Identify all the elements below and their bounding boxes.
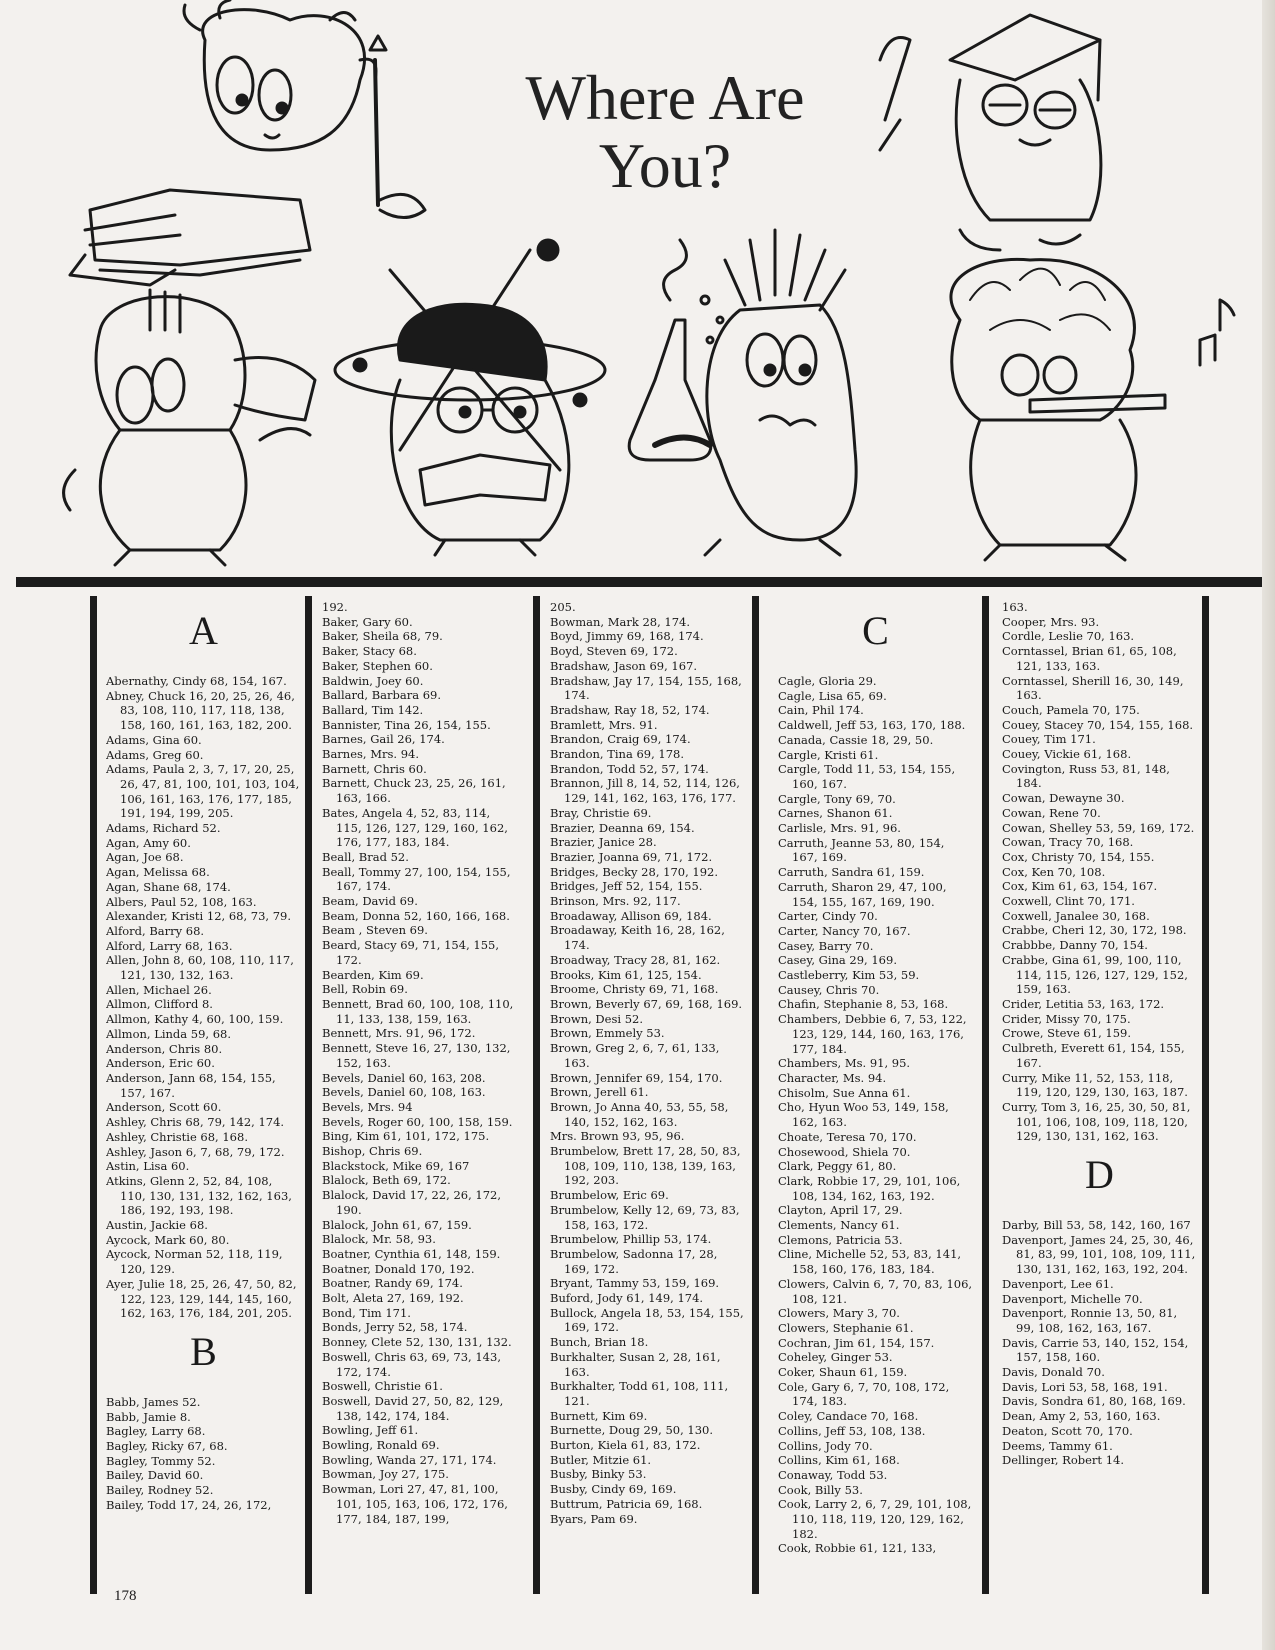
index-entry: 192.	[322, 600, 348, 614]
index-entry: Brumbelow, Eric 69.	[550, 1188, 669, 1203]
index-entry: Ayer, Julie 18, 25, 26, 47, 50, 82, 122, 123, 129, 144, 145, 160, 162, 163, 176, 184, 201, 205.	[106, 1276, 297, 1321]
index-entry: Cagle, Lisa 65, 69.	[778, 688, 887, 703]
index-entry: Bowling, Ronald 69.	[322, 1438, 440, 1453]
index-entry: Adams, Paula 2, 3, 7, 17, 20, 25, 26, 47, 81, 100, 101, 103, 104, 106, 161, 163, 176, 177, 185, 191, 194, 199, 205.	[106, 762, 300, 821]
index-entry: Cowan, Tracy 70, 168.	[1002, 835, 1134, 850]
index-entry: Agan, Joe 68.	[106, 850, 184, 865]
index-entry: Brumbelow, Phillip 53, 174.	[550, 1232, 712, 1247]
index-entry: Alford, Larry 68, 163.	[106, 938, 233, 953]
title-line-1: Where Are	[525, 62, 805, 133]
index-entry: Burkhalter, Susan 2, 28, 161, 163.	[550, 1349, 721, 1379]
index-entry: Baker, Gary 60.	[322, 614, 413, 629]
index-entry: Bradshaw, Jason 69, 167.	[550, 658, 698, 673]
index-entry: Adams, Gina 60.	[106, 732, 202, 747]
index-entry: Boyd, Steven 69, 172.	[550, 644, 678, 659]
index-entry: Bunch, Brian 18.	[550, 1335, 649, 1350]
index-entry: Crider, Letitia 53, 163, 172.	[1002, 996, 1165, 1011]
index-entry: Cox, Christy 70, 154, 155.	[1002, 849, 1155, 864]
index-entry: Baker, Stacy 68.	[322, 644, 417, 659]
index-entry: Barnett, Chris 60.	[322, 761, 427, 776]
index-entry: Aycock, Norman 52, 118, 119, 120, 129.	[106, 1247, 283, 1277]
horizontal-divider	[16, 577, 1275, 587]
index-entry: Butler, Mitzie 61.	[550, 1452, 652, 1467]
index-entry: Brumbelow, Brett 17, 28, 50, 83, 108, 109, 110, 138, 139, 163, 192, 203.	[550, 1144, 741, 1188]
index-entry: Bagley, Tommy 52.	[106, 1453, 216, 1468]
index-entry: Cline, Michelle 52, 53, 83, 141, 158, 160, 176, 183, 184.	[778, 1247, 962, 1277]
index-entry: Brown, Jo Anna 40, 53, 55, 58, 140, 152, 162, 163.	[550, 1099, 729, 1129]
index-entry: Abney, Chuck 16, 20, 25, 26, 46, 83, 108, 110, 117, 118, 138, 158, 160, 161, 163, 182, 200.	[106, 688, 295, 733]
index-column	[322, 600, 517, 1585]
index-entry: Corntassel, Brian 61, 65, 108, 121, 133, 163.	[1002, 644, 1177, 673]
index-entry: Davis, Carrie 53, 140, 152, 154, 157, 158, 160.	[1002, 1335, 1189, 1365]
index-entry: Cooper, Mrs. 93.	[1002, 614, 1100, 629]
index-entry: Dean, Amy 2, 53, 160, 163.	[1002, 1409, 1161, 1424]
index-entry: Boatner, Donald 170, 192.	[322, 1261, 475, 1276]
index-entry: Alford, Barry 68.	[106, 923, 205, 938]
index-entry: Blalock, John 61, 67, 159.	[322, 1217, 472, 1232]
index-entry: Crabbe, Gina 61, 99, 100, 110, 114, 115, 126, 127, 129, 152, 159, 163.	[1002, 952, 1188, 997]
index-entry: Clark, Robbie 17, 29, 101, 106, 108, 134, 162, 163, 192.	[778, 1173, 961, 1203]
index-entry: Abernathy, Cindy 68, 154, 167.	[106, 674, 287, 688]
index-entry: Cho, Hyun Woo 53, 149, 158, 162, 163.	[778, 1100, 949, 1130]
index-entry: Carruth, Jeanne 53, 80, 154, 167, 169.	[778, 835, 945, 865]
index-entry: Covington, Russ 53, 81, 148, 184.	[1002, 761, 1170, 791]
index-entry: Atkins, Glenn 2, 52, 84, 108, 110, 130, 131, 132, 162, 163, 186, 192, 193, 198.	[106, 1173, 292, 1218]
index-entry: Broadaway, Allison 69, 184.	[550, 908, 712, 923]
index-entry: Clark, Peggy 61, 80.	[778, 1159, 897, 1174]
index-entry: Davenport, Michelle 70.	[1002, 1291, 1143, 1306]
index-entry: Brannon, Jill 8, 14, 52, 114, 126, 129, 141, 162, 163, 176, 177.	[550, 776, 740, 806]
index-entry: Beard, Stacy 69, 71, 154, 155, 172.	[322, 938, 499, 967]
index-entry: Clements, Nancy 61.	[778, 1218, 900, 1233]
index-entry: Allmon, Linda 59, 68.	[106, 1026, 232, 1041]
index-entry: Ashley, Jason 6, 7, 68, 79, 172.	[106, 1144, 285, 1159]
index-entry: Agan, Amy 60.	[106, 835, 191, 850]
index-entry: Collins, Jody 70.	[778, 1438, 873, 1453]
index-entry: Carter, Nancy 70, 167.	[778, 923, 911, 938]
index-entry: Curry, Tom 3, 16, 25, 30, 50, 81, 101, 106, 108, 109, 118, 120, 129, 130, 131, 162, 163.	[1002, 1099, 1191, 1144]
index-entry: Deaton, Scott 70, 170.	[1002, 1423, 1133, 1438]
index-entry: Ashley, Christie 68, 168.	[106, 1129, 248, 1144]
index-entry: Broadaway, Keith 16, 28, 162, 174.	[550, 923, 725, 953]
section-letter: D	[1085, 1152, 1114, 1198]
index-entry: Brown, Desi 52.	[550, 1011, 643, 1026]
index-entry: Buford, Jody 61, 149, 174.	[550, 1291, 704, 1306]
index-entry: Cox, Kim 61, 63, 154, 167.	[1002, 879, 1158, 894]
index-entry: Choate, Teresa 70, 170.	[778, 1129, 917, 1144]
index-entry: Anderson, Chris 80.	[106, 1041, 223, 1056]
index-entry: Davis, Sondra 61, 80, 168, 169.	[1002, 1394, 1186, 1409]
index-entry: Austin, Jackie 68.	[106, 1218, 208, 1233]
index-entry: Bridges, Jeff 52, 154, 155.	[550, 879, 703, 894]
index-entry: Cook, Billy 53.	[778, 1482, 863, 1497]
index-entry: Barnes, Mrs. 94.	[322, 747, 420, 762]
index-column	[106, 600, 301, 1585]
index-entry: Bowman, Mark 28, 174.	[550, 614, 690, 629]
index-entry: Allen, John 8, 60, 108, 110, 117, 121, 130, 132, 163.	[106, 953, 294, 983]
index-entry: Cole, Gary 6, 7, 70, 108, 172, 174, 183.	[778, 1379, 950, 1409]
column-divider	[752, 596, 759, 1594]
index-entry: Brandon, Tina 69, 178.	[550, 747, 685, 762]
index-entry: Beam , Steven 69.	[322, 923, 428, 938]
index-entry: Coley, Candace 70, 168.	[778, 1409, 919, 1424]
index-entry: Cargle, Todd 11, 53, 154, 155, 160, 167.	[778, 762, 956, 791]
index-entry: Bevels, Daniel 60, 163, 208.	[322, 1070, 486, 1085]
index-entry: Coxwell, Janalee 30, 168.	[1002, 908, 1150, 923]
index-entry: Busby, Cindy 69, 169.	[550, 1482, 677, 1497]
index-entry: Chambers, Ms. 91, 95.	[778, 1056, 911, 1071]
index-entry: Bennett, Steve 16, 27, 130, 132, 152, 163.	[322, 1041, 511, 1070]
index-entry: Casey, Gina 29, 169.	[778, 953, 897, 968]
index-entry: Cagle, Gloria 29.	[778, 674, 877, 688]
index-entry: Canada, Cassie 18, 29, 50.	[778, 732, 934, 747]
section-letter: A	[189, 608, 218, 653]
index-entry: Brandon, Todd 52, 57, 174.	[550, 761, 709, 776]
index-entry: Agan, Shane 68, 174.	[106, 879, 231, 894]
index-entry: Boswell, David 27, 50, 82, 129, 138, 142, 174, 184.	[322, 1393, 504, 1423]
index-entry: Brazier, Deanna 69, 154.	[550, 820, 695, 835]
index-entry: 205.	[550, 600, 576, 614]
index-entry: Brown, Emmely 53.	[550, 1026, 665, 1041]
index-entry: Ballard, Tim 142.	[322, 702, 424, 717]
index-entry: Bryant, Tammy 53, 159, 169.	[550, 1276, 720, 1291]
index-entry: Cowan, Shelley 53, 59, 169, 172.	[1002, 820, 1195, 835]
index-entry: Cook, Robbie 61, 121, 133,	[778, 1541, 937, 1556]
index-entry: Bowman, Lori 27, 47, 81, 100, 101, 105, 163, 106, 172, 176, 177, 184, 187, 199,	[322, 1482, 508, 1526]
index-entry: Blalock, Mr. 58, 93.	[322, 1232, 436, 1247]
index-entry: Boatner, Cynthia 61, 148, 159.	[322, 1246, 501, 1261]
index-entry: Bowman, Joy 27, 175.	[322, 1467, 449, 1482]
index-entry: Busby, Binky 53.	[550, 1467, 647, 1482]
index-entry: Brazier, Joanna 69, 71, 172.	[550, 849, 713, 864]
index-entry: Cook, Larry 2, 6, 7, 29, 101, 108, 110, 118, 119, 120, 129, 162, 182.	[778, 1497, 972, 1541]
index-entry: Brown, Jerell 61.	[550, 1085, 649, 1100]
index-entry: Cordle, Leslie 70, 163.	[1002, 629, 1135, 644]
index-entry: Clowers, Calvin 6, 7, 70, 83, 106, 108, 121.	[778, 1276, 973, 1306]
index-entry: Bowling, Wanda 27, 171, 174.	[322, 1452, 497, 1467]
column-divider	[982, 596, 989, 1594]
index-entry: Brazier, Janice 28.	[550, 835, 657, 850]
index-entry: Chambers, Debbie 6, 7, 53, 122, 123, 129, 144, 160, 163, 176, 177, 184.	[778, 1012, 967, 1056]
index-entry: Casey, Barry 70.	[778, 938, 874, 953]
index-entry: Corntassel, Sherill 16, 30, 149, 163.	[1002, 673, 1184, 703]
index-entry: Cain, Phil 174.	[778, 703, 864, 718]
index-entry: Couey, Stacey 70, 154, 155, 168.	[1002, 717, 1194, 732]
index-entry: Crabbe, Cheri 12, 30, 172, 198.	[1002, 923, 1187, 938]
index-entry: Boyd, Jimmy 69, 168, 174.	[550, 629, 704, 644]
index-entry: Alexander, Kristi 12, 68, 73, 79.	[106, 909, 291, 924]
scientist-character-icon	[335, 240, 605, 555]
index-entry: Anderson, Eric 60.	[106, 1056, 215, 1071]
index-entry: Culbreth, Everett 61, 154, 155, 167.	[1002, 1041, 1185, 1070]
index-entry: Aycock, Mark 60, 80.	[106, 1232, 230, 1247]
index-entry: Barnes, Gail 26, 174.	[322, 732, 445, 747]
index-entry: Bolt, Aleta 27, 169, 192.	[322, 1291, 464, 1306]
index-entry: Cochran, Jim 61, 154, 157.	[778, 1335, 935, 1350]
index-entry: Mrs. Brown 93, 95, 96.	[550, 1129, 685, 1144]
index-entry: Bonney, Clete 52, 130, 131, 132.	[322, 1335, 512, 1350]
index-entry: Burkhalter, Todd 61, 108, 111, 121.	[550, 1379, 729, 1408]
title-line-2: You?	[598, 130, 732, 201]
index-entry: Cargle, Kristi 61.	[778, 747, 879, 762]
index-entry: Carnes, Shanon 61.	[778, 806, 893, 821]
column-divider	[90, 596, 97, 1594]
index-entry: Davis, Lori 53, 58, 168, 191.	[1002, 1379, 1168, 1394]
index-entry: Bailey, Todd 17, 24, 26, 172,	[106, 1497, 272, 1512]
index-entry: Coheley, Ginger 53.	[778, 1350, 893, 1365]
index-entry: Coker, Shaun 61, 159.	[778, 1365, 908, 1380]
index-entry: Ballard, Barbara 69.	[322, 688, 442, 703]
index-entry: Bennett, Mrs. 91, 96, 172.	[322, 1026, 476, 1041]
index-entry: Brown, Jennifer 69, 154, 170.	[550, 1070, 723, 1085]
index-entry: Bowling, Jeff 61.	[322, 1423, 419, 1438]
index-entry: Curry, Mike 11, 52, 153, 118, 119, 120, 129, 130, 163, 187.	[1002, 1070, 1188, 1100]
index-entry: Bevels, Roger 60, 100, 158, 159.	[322, 1114, 513, 1129]
index-entry: Bridges, Becky 28, 170, 192.	[550, 864, 718, 879]
page-number: 178	[114, 1588, 137, 1604]
index-entry: Baker, Sheila 68, 79.	[322, 629, 443, 644]
index-entry: Carruth, Sharon 29, 47, 100, 154, 155, 167, 169, 190.	[778, 879, 947, 909]
index-entry: Bagley, Larry 68.	[106, 1424, 206, 1439]
index-entry: Davenport, Ronnie 13, 50, 81, 99, 108, 162, 163, 167.	[1002, 1306, 1178, 1335]
index-entry: Clemons, Patricia 53.	[778, 1232, 903, 1247]
index-entry: Crabbbe, Danny 70, 154.	[1002, 938, 1148, 953]
index-entry: Bray, Christie 69.	[550, 805, 652, 820]
index-entry: Davenport, James 24, 25, 30, 46, 81, 83, 99, 101, 108, 109, 111, 130, 131, 162, 163, 192, 204.	[1002, 1232, 1196, 1277]
index-entry: Blalock, David 17, 22, 26, 172, 190.	[322, 1188, 502, 1217]
index-entry: Clowers, Stephanie 61.	[778, 1320, 914, 1335]
index-entry: Bishop, Chris 69.	[322, 1144, 423, 1159]
index-entry: Beam, David 69.	[322, 894, 418, 909]
index-entry: Boatner, Randy 69, 174.	[322, 1276, 463, 1291]
index-entry: Cowan, Dewayne 30.	[1002, 791, 1125, 806]
index-entry: 163.	[1002, 600, 1028, 614]
index-entry: Carruth, Sandra 61, 159.	[778, 865, 925, 880]
index-entry: Brinson, Mrs. 92, 117.	[550, 894, 681, 909]
index-entry: Couey, Vickie 61, 168.	[1002, 747, 1132, 762]
index-entry: Adams, Greg 60.	[106, 747, 204, 762]
index-entry: Brumbelow, Kelly 12, 69, 73, 83, 158, 163, 172.	[550, 1202, 740, 1232]
index-entry: Agan, Melissa 68.	[106, 865, 210, 880]
index-entry: Ashley, Chris 68, 79, 142, 174.	[106, 1115, 285, 1130]
index-entry: Collins, Jeff 53, 108, 138.	[778, 1423, 926, 1438]
index-entry: Babb, James 52.	[106, 1394, 201, 1409]
index-entry: Clayton, April 17, 29.	[778, 1203, 903, 1218]
index-entry: Dellinger, Robert 14.	[1002, 1453, 1124, 1468]
index-entry: Bell, Robin 69.	[322, 982, 408, 997]
index-entry: Babb, Jamie 8.	[106, 1409, 191, 1424]
index-entry: Cox, Ken 70, 108.	[1002, 864, 1106, 879]
index-column	[1002, 600, 1197, 1585]
index-entry: Broadway, Tracy 28, 81, 162.	[550, 952, 721, 967]
column-divider	[533, 596, 540, 1594]
football-player-character-icon	[64, 290, 315, 565]
index-entry: Allmon, Clifford 8.	[106, 997, 213, 1012]
index-entry: Coxwell, Clint 70, 171.	[1002, 894, 1135, 909]
index-entry: Causey, Chris 70.	[778, 982, 880, 997]
index-entry: Beall, Brad 52.	[322, 849, 409, 864]
index-entry: Boswell, Chris 63, 69, 73, 143, 172, 174.	[322, 1349, 501, 1379]
index-entry: Bates, Angela 4, 52, 83, 114, 115, 126, 127, 129, 160, 162, 176, 177, 183, 184.	[322, 805, 508, 850]
index-entry: Deems, Tammy 61.	[1002, 1438, 1113, 1453]
index-entry: Bevels, Mrs. 94	[322, 1099, 413, 1114]
index-entry: Anderson, Jann 68, 154, 155, 157, 167.	[106, 1070, 276, 1100]
musician-character-icon	[951, 259, 1234, 560]
index-entry: Crowe, Steve 61, 159.	[1002, 1026, 1131, 1041]
index-entry: Chafin, Stephanie 8, 53, 168.	[778, 997, 949, 1012]
index-entry: Caldwell, Jeff 53, 163, 170, 188.	[778, 718, 966, 733]
index-entry: Chosewood, Shiela 70.	[778, 1144, 911, 1159]
chemist-character-icon	[629, 230, 856, 555]
index-entry: Bradshaw, Jay 17, 154, 155, 168, 174.	[550, 673, 742, 703]
index-entry: Burnette, Doug 29, 50, 130.	[550, 1423, 713, 1438]
page-title	[470, 64, 860, 200]
index-entry: Burnett, Kim 69.	[550, 1408, 648, 1423]
column-divider	[1202, 596, 1209, 1594]
index-entry: Bevels, Daniel 60, 108, 163.	[322, 1085, 486, 1100]
index-entry: Bailey, David 60.	[106, 1468, 204, 1483]
index-entry: Byars, Pam 69.	[550, 1511, 638, 1526]
index-entry: Cowan, Rene 70.	[1002, 805, 1101, 820]
index-column	[778, 600, 973, 1585]
writer-character-icon	[70, 0, 425, 285]
index-entry: Boswell, Christie 61.	[322, 1379, 443, 1394]
index-entry: Bramlett, Mrs. 91.	[550, 717, 658, 732]
index-entry: Crider, Missy 70, 175.	[1002, 1011, 1131, 1026]
index-entry: Brumbelow, Sadonna 17, 28, 169, 172.	[550, 1246, 718, 1276]
index-entry: Cargle, Tony 69, 70.	[778, 791, 896, 806]
index-entry: Allen, Michael 26.	[106, 982, 212, 997]
index-entry: Blalock, Beth 69, 172.	[322, 1173, 451, 1188]
index-entry: Bannister, Tina 26, 154, 155.	[322, 717, 491, 732]
index-entry: Anderson, Scott 60.	[106, 1100, 222, 1115]
index-entry: Collins, Kim 61, 168.	[778, 1453, 900, 1468]
index-entry: Brandon, Craig 69, 174.	[550, 732, 691, 747]
index-entry: Davis, Donald 70.	[1002, 1365, 1105, 1380]
index-entry: Carlisle, Mrs. 91, 96.	[778, 821, 901, 836]
index-entry: Blackstock, Mike 69, 167	[322, 1158, 470, 1173]
index-entry: Bennett, Brad 60, 100, 108, 110, 11, 133, 138, 159, 163.	[322, 996, 514, 1026]
index-entry: Barnett, Chuck 23, 25, 26, 161, 163, 166.	[322, 776, 506, 806]
index-entry: Adams, Richard 52.	[106, 821, 221, 836]
index-entry: Bonds, Jerry 52, 58, 174.	[322, 1320, 468, 1335]
section-letter: B	[190, 1328, 217, 1374]
section-letter: C	[862, 608, 889, 653]
index-entry: Bond, Tim 171.	[322, 1305, 411, 1320]
index-entry: Darby, Bill 53, 58, 142, 160, 167	[1002, 1218, 1191, 1233]
index-entry: Bing, Kim 61, 101, 172, 175.	[322, 1129, 490, 1144]
index-entry: Bradshaw, Ray 18, 52, 174.	[550, 702, 710, 717]
index-entry: Burton, Kiela 61, 83, 172.	[550, 1438, 701, 1453]
index-entry: Buttrum, Patricia 69, 168.	[550, 1496, 703, 1511]
index-entry: Allmon, Kathy 4, 60, 100, 159.	[106, 1012, 284, 1027]
index-entry: Clowers, Mary 3, 70.	[778, 1306, 900, 1321]
index-entry: Brown, Greg 2, 6, 7, 61, 133, 163.	[550, 1041, 720, 1070]
index-entry: Bullock, Angela 18, 53, 154, 155, 169, 172.	[550, 1305, 744, 1335]
index-entry: Couey, Tim 171.	[1002, 732, 1096, 747]
index-entry: Brooks, Kim 61, 125, 154.	[550, 967, 702, 982]
index-entry: Castleberry, Kim 53, 59.	[778, 968, 920, 983]
index-entry: Baker, Stephen 60.	[322, 658, 433, 673]
index-entry: Davenport, Lee 61.	[1002, 1276, 1114, 1291]
index-entry: Bearden, Kim 69.	[322, 967, 424, 982]
index-entry: Beall, Tommy 27, 100, 154, 155, 167, 174.	[322, 864, 511, 894]
index-entry: Brown, Beverly 67, 69, 168, 169.	[550, 996, 743, 1011]
graduate-character-icon	[880, 15, 1101, 250]
index-entry: Bagley, Ricky 67, 68.	[106, 1439, 228, 1454]
index-entry: Broome, Christy 69, 71, 168.	[550, 982, 719, 997]
index-column	[550, 600, 745, 1585]
index-entry: Albers, Paul 52, 108, 163.	[106, 894, 257, 909]
index-entry: Conaway, Todd 53.	[778, 1467, 888, 1482]
index-entry: Beam, Donna 52, 160, 166, 168.	[322, 908, 510, 923]
index-entry: Carter, Cindy 70.	[778, 909, 878, 924]
index-entry: Baldwin, Joey 60.	[322, 673, 424, 688]
index-entry: Character, Ms. 94.	[778, 1070, 887, 1085]
index-entry: Chisolm, Sue Anna 61.	[778, 1085, 911, 1100]
page-edge-shadow	[1262, 0, 1275, 1650]
index-entry: Bailey, Rodney 52.	[106, 1483, 214, 1498]
index-entry: Couch, Pamela 70, 175.	[1002, 702, 1140, 717]
index-entry: Astin, Lisa 60.	[106, 1159, 190, 1174]
column-divider	[305, 596, 312, 1594]
